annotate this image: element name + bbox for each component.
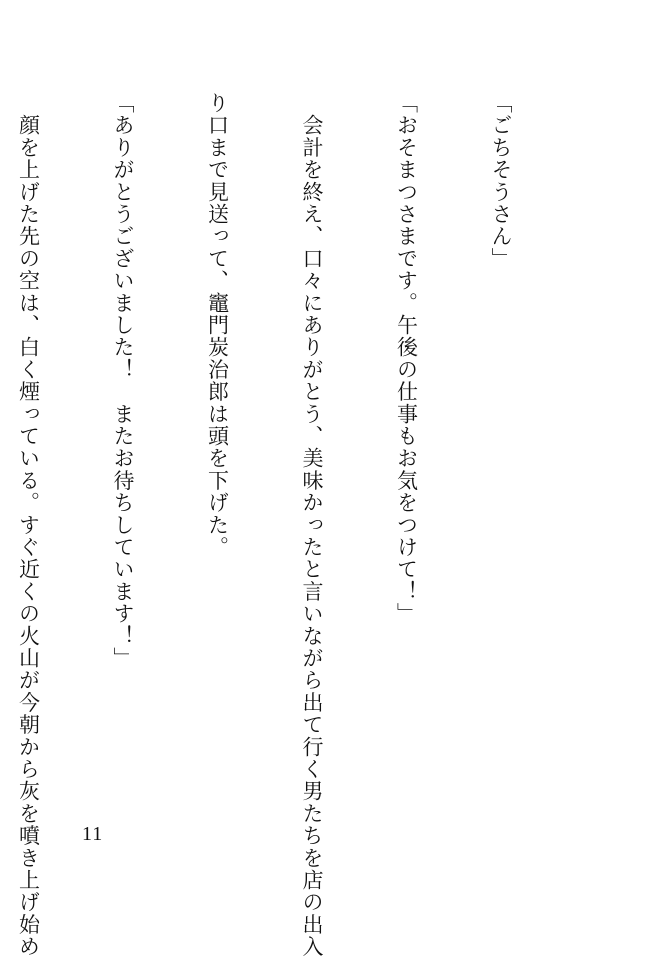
text-line: 顔を上げた先の空は、白く煙っている。すぐ近くの火山が今朝から灰を噴き上げ始め [16,92,41,958]
text-line: 「ありがとうございました！ またお待ちしています！」 [111,92,135,670]
text-line: 「おそまつさまです。午後の仕事もお気をつけて！」 [394,92,419,625]
text-line: 会計を終え、口々にありがとう、美味かったと言いながら出て行く男たちを店の出入 [300,92,324,958]
text-line: 「ごちそうさん」 [489,92,513,270]
text-line: り口まで見送って、竈門炭治郎は頭を下げた。 [205,92,230,559]
page-number: 11 [82,823,104,845]
